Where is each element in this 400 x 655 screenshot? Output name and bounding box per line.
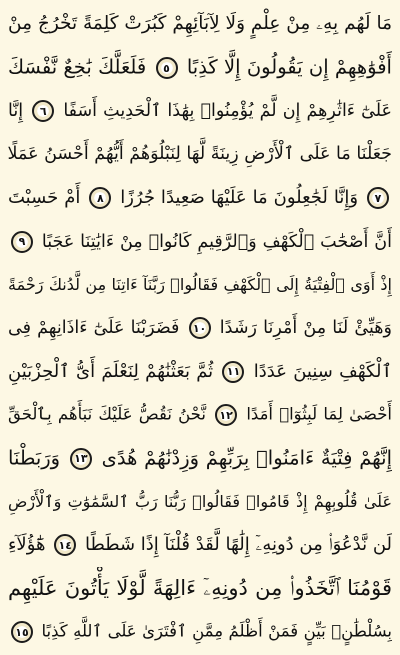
verse-text: لَن نَّدْعُوَا۟ مِن دُونِهِۦٓ إِلَٰهًا لَّقَدْ قُلْنَآ إِذًا شَطَطًا	[84, 534, 392, 556]
verse-text: إِذْ أَوَى ٱلْفِتْيَةُ إِلَى ٱلْكَهْفِ فَقَالُوا۟ رَبَّنَآ ءَاتِنَا مِن لَّدُنكَ رَحْمَةً	[8, 275, 392, 295]
verse-line	[8, 263, 392, 306]
verse-line	[8, 90, 392, 133]
verse-line	[8, 220, 392, 263]
line-content	[8, 15, 392, 34]
verse-text: جَعَلْنَا مَا عَلَى ٱلْأَرْضِ زِينَةً لَّهَا لِنَبْلُوَهُمْ أَيُّهُمْ أَحْسَنُ عَمَلًا	[8, 144, 392, 165]
verse-line	[8, 307, 392, 350]
line-content	[8, 146, 392, 164]
line-content	[8, 317, 392, 339]
verse-text: أَفْوَٰهِهِمْ إِن يَقُولُونَ إِلَّا كَذِبًا	[186, 55, 392, 79]
line-content	[8, 361, 392, 383]
verse-text: أَحْصَىٰ لِمَا لَبِثُوٓا۟ أَمَدًا	[246, 404, 392, 424]
line-content	[8, 231, 392, 253]
verse-line	[8, 46, 392, 89]
verse-text: نَّحْنُ نَقُصُّ عَلَيْكَ نَبَأَهُم بِٱلْحَقِّ	[8, 404, 206, 424]
verse-line	[8, 350, 392, 393]
verse-line	[8, 394, 392, 437]
verse-text: قَوْمُنَا ٱتَّخَذُوا۟ مِن دُونِهِۦٓ ءَالِهَةً لَّوْلَا يَأْتُونَ عَلَيْهِم	[8, 576, 392, 601]
ayah-number-marker: ٦	[32, 100, 54, 122]
ayah-number-marker: ١٠	[189, 317, 211, 339]
line-content	[8, 448, 392, 470]
verse-text: هَٰٓؤُلَآءِ	[8, 534, 46, 556]
verse-text: أَنَّ أَصْحَٰبَ ٱلْكَهْفِ وَٱلرَّقِيمِ كَانُوا۟ مِنْ ءَايَٰتِنَا عَجَبًا	[41, 231, 392, 252]
verse-text: عَلَىٰٓ ءَاثَٰرِهِمْ إِن لَّمْ يُؤْمِنُوا۟ بِهَٰذَا ٱلْحَدِيثِ أَسَفًا	[63, 101, 392, 122]
ayah-number-marker: ٩	[11, 231, 33, 253]
verse-text: أَمْ حَسِبْتَ	[8, 187, 81, 209]
verse-text: بِسُلْطَٰنٍۭ بَيِّنٍ فَمَنْ أَظْلَمُ مِمَّنِ ٱفْتَرَىٰ عَلَى ٱللَّهِ كَذِبًا	[41, 621, 392, 641]
verse-text: عَلَىٰ قُلُوبِهِمْ إِذْ قَامُوا۟ فَقَالُوا۟ رَبُّنَا رَبُّ ٱلسَّمَٰوَٰتِ وَٱلْأَرْضِ	[8, 491, 392, 511]
ayah-number-marker: ٧	[367, 187, 389, 209]
line-content	[8, 277, 392, 293]
ayah-number-marker: ٥	[156, 57, 178, 79]
ayah-number-marker: ١٥	[11, 621, 33, 643]
verse-text: وَرَبَطْنَا	[8, 446, 61, 470]
verse-text: فَلَعَلَّكَ بَٰخِعٌ نَّفْسَكَ	[8, 55, 147, 79]
line-content	[8, 404, 392, 426]
line-content	[8, 491, 392, 511]
verse-line	[8, 480, 392, 523]
ayah-number-marker: ١٢	[215, 404, 237, 426]
verse-line	[8, 610, 392, 653]
verse-text: ٱلْكَهْفِ سِنِينَ عَدَدًا	[253, 360, 392, 382]
line-content	[8, 578, 392, 599]
ayah-number-marker: ٨	[89, 187, 111, 209]
verse-text: إِنَّهُمْ فِتْيَةٌ ءَامَنُوا۟ بِرَبِّهِمْ وَزِدْنَٰهُمْ هُدًى	[101, 446, 392, 470]
verse-line	[8, 524, 392, 567]
verse-line	[8, 437, 392, 480]
ayah-number-marker: ١٤	[54, 534, 76, 556]
verse-text: وَإِنَّا لَجَٰعِلُونَ مَا عَلَيْهَا صَعِيدًا جُرُزًا	[120, 187, 359, 209]
verse-line	[8, 3, 392, 46]
ayah-number-marker: ١١	[222, 361, 244, 383]
verse-text: مَا لَهُم بِهِۦ مِنْ عِلْمٍ وَلَا لِآبَآئِهِمْ كَبُرَتْ كَلِمَةً تَخْرُجُ مِنْ	[8, 13, 392, 35]
line-content	[8, 621, 392, 643]
verse-text: فَضَرَبْنَا عَلَىٰٓ ءَاذَانِهِمْ فِى	[8, 318, 180, 339]
line-content	[8, 534, 392, 556]
verse-line	[8, 133, 392, 176]
verse-lines	[8, 3, 392, 654]
verse-line	[8, 567, 392, 610]
verse-text: إِنَّا	[8, 101, 24, 122]
line-content	[8, 57, 392, 79]
ayah-number-marker: ١٣	[70, 448, 92, 470]
verse-text: ثُمَّ بَعَثْنَٰهُمْ لِنَعْلَمَ أَىُّ ٱلْحِزْبَيْنِ	[8, 360, 214, 382]
verse-line	[8, 177, 392, 220]
line-content	[8, 100, 392, 122]
verse-text: وَهَيِّئْ لَنَا مِنْ أَمْرِنَا رَشَدًا	[219, 318, 392, 339]
line-content	[8, 187, 392, 209]
